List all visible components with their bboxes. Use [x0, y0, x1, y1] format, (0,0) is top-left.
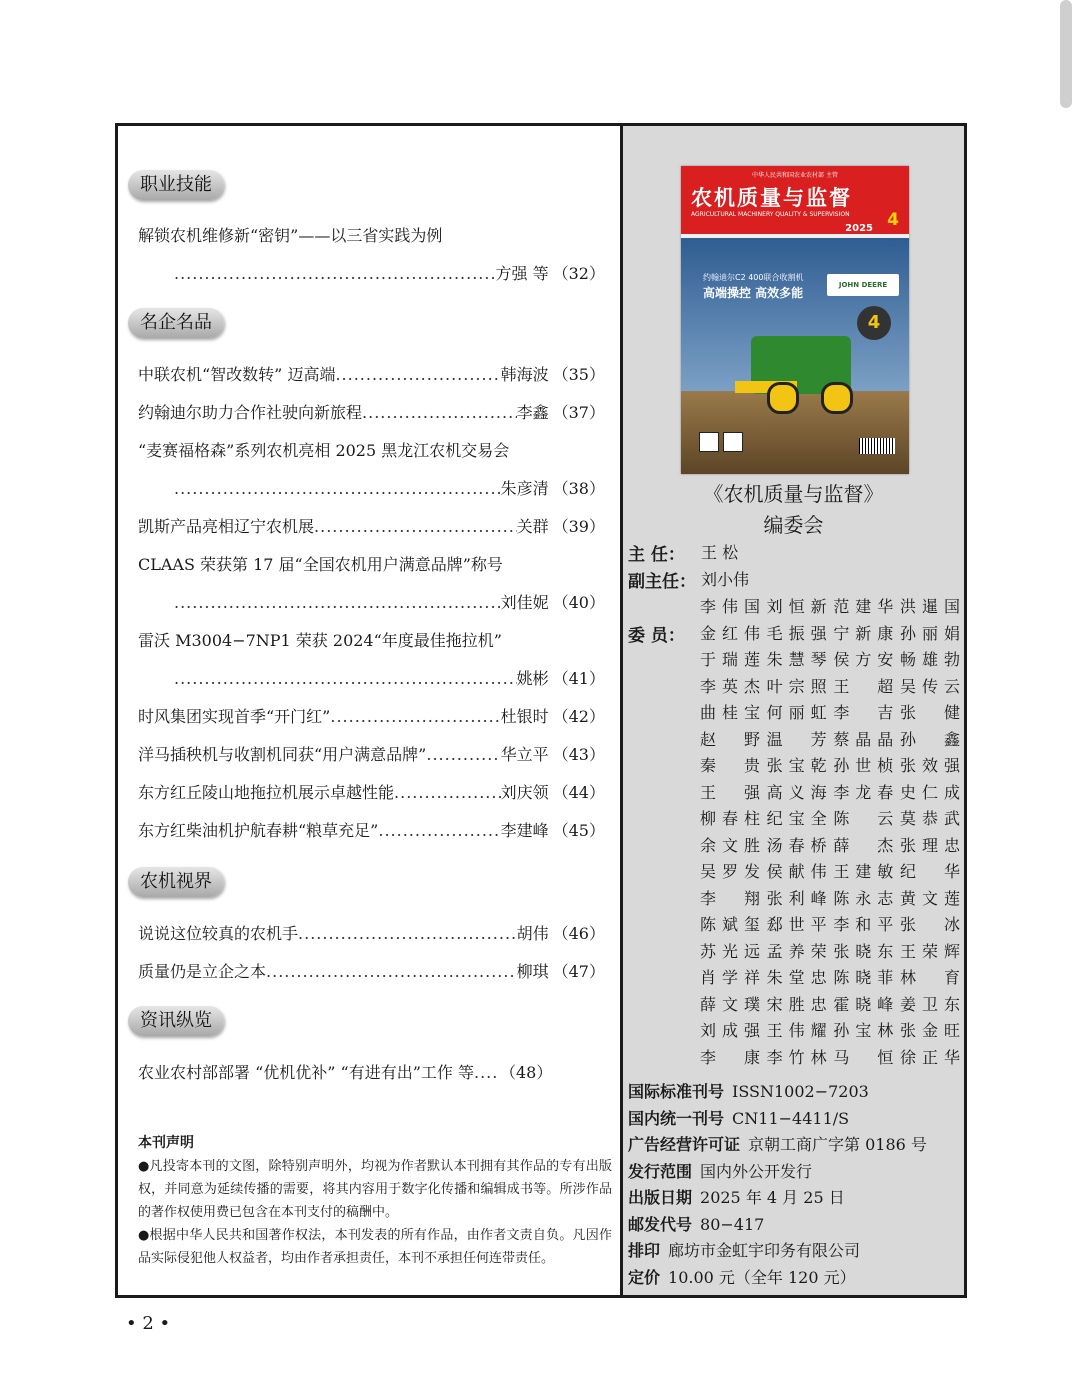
- deputy-label: 副主任：: [628, 572, 696, 592]
- member-name: 宋胜忠: [766, 994, 827, 1014]
- toc-author: 朱彦清: [500, 479, 549, 498]
- pubinfo-label: 国际标准刊号: [628, 1082, 725, 1101]
- leader-dots: [174, 590, 501, 616]
- toc-author: 李建峰: [500, 821, 549, 840]
- toc-title: 东方红柴油机护航春耕“粮草充足”: [138, 821, 379, 840]
- toc-entry[interactable]: [138, 818, 605, 844]
- member-name: 张宝乾: [766, 756, 827, 775]
- toc-author: 关群: [516, 517, 549, 536]
- qr-code-icon: [699, 432, 719, 452]
- toc-title: 洋马插秧机与收割机同获“用户满意品牌”: [138, 745, 427, 764]
- toc-page: （45）: [552, 821, 605, 840]
- pubinfo-row: [628, 1265, 856, 1288]
- toc-author: 刘佳妮: [500, 593, 549, 612]
- journal-statement: [138, 1132, 612, 1270]
- cover-banner: [681, 166, 909, 238]
- member-name: 陈永志: [833, 888, 894, 908]
- member-row: [700, 621, 960, 644]
- member-name: 范建华: [833, 597, 894, 616]
- member-name: 肖学祥: [700, 968, 760, 987]
- toc-page: （38）: [552, 479, 605, 498]
- toc-entry[interactable]: [138, 362, 605, 388]
- member-name: 李竹林: [766, 1047, 827, 1067]
- pubinfo-value: 廊坊市金虹宇印务有限公司: [668, 1241, 861, 1260]
- cover-headline: 高端操控 高效多能: [703, 286, 804, 300]
- toc-author: 华立平: [500, 745, 549, 764]
- member-name: 史仁成: [899, 782, 960, 802]
- member-row: [700, 833, 960, 856]
- cover-headline-small: 约翰迪尔C2 400联合收割机: [703, 273, 804, 282]
- member-name: 孟养荣: [766, 941, 827, 961]
- member-row: [700, 1045, 960, 1068]
- statement-paragraph: ●根据中华人民共和国著作权法，本刊发表的所有作品，由作者文责自负。凡因作品实际侵犯他人权益者，均由作者承担责任，本刊不承担任何连带责任。: [138, 1228, 612, 1266]
- member-name: 侯献伟: [766, 862, 827, 881]
- cover-title: 农机质量与监督: [691, 186, 852, 210]
- member-row: [700, 1018, 960, 1041]
- toc-title: CLAAS 荣获第 17 届“全国农机用户满意品牌”称号: [138, 555, 503, 574]
- leader-dots: [394, 780, 501, 806]
- cover-badge: 4: [857, 306, 891, 340]
- member-name: 朱堂忠: [766, 968, 827, 987]
- toc-title: “麦赛福格森”系列农机亮相 2025 黑龙江农机交易会: [138, 441, 510, 460]
- member-name: 侯方安: [833, 650, 894, 669]
- member-name: 纪 华: [899, 862, 960, 881]
- magazine-cover-image[interactable]: [681, 166, 909, 474]
- member-name: 高义海: [766, 782, 827, 802]
- toc-page: （46）: [552, 924, 605, 943]
- pubinfo-value: ISSN1002−7203: [732, 1082, 869, 1101]
- pubinfo-label: 出版日期: [628, 1188, 693, 1207]
- toc-entry[interactable]: [174, 476, 605, 502]
- toc-entry[interactable]: [138, 704, 605, 730]
- pubinfo-value: 国内外公开发行: [700, 1161, 813, 1181]
- member-name: 陈 云: [833, 809, 894, 828]
- member-name: 薛文璞: [700, 994, 760, 1014]
- member-name: 于瑞莲: [700, 650, 760, 669]
- member-name: 宁新康: [833, 623, 894, 643]
- cover-subtitle: AGRICULTURAL MACHINERY QUALITY & SUPERVISION: [691, 211, 850, 218]
- masthead-panel: [623, 126, 964, 1295]
- toc-title: 约翰迪尔助力合作社驶向新旅程: [138, 403, 363, 422]
- member-name: 张 冰: [899, 915, 960, 934]
- member-name: 苏光远: [700, 941, 760, 961]
- pubinfo-label: 定价: [628, 1267, 661, 1287]
- leader-dots: [330, 704, 500, 730]
- toc-title: 解锁农机维修新“密钥”——以三省实践为例: [138, 226, 443, 245]
- toc-page: （44）: [552, 783, 605, 802]
- member-name: 汤春桥: [766, 835, 827, 855]
- member-row: [700, 647, 960, 670]
- member-name: 刘恒新: [766, 597, 827, 616]
- director-label: 主 任：: [628, 545, 685, 565]
- toc-title: 东方红丘陵山地拖拉机展示卓越性能: [138, 783, 395, 802]
- member-row: [700, 886, 960, 909]
- member-name: 温 芳: [766, 729, 827, 749]
- toc-author: 方强 等: [495, 264, 549, 283]
- member-name: 林 育: [899, 968, 960, 987]
- member-row: [700, 753, 960, 776]
- member-name: 孙 鑫: [899, 729, 960, 749]
- member-row: [700, 912, 960, 935]
- toc-entry[interactable]: [138, 742, 605, 768]
- member-name: 金红伟: [700, 623, 760, 643]
- member-name: 黄文莲: [899, 888, 960, 908]
- member-row: [700, 780, 960, 803]
- member-name: 叶宗照: [766, 676, 827, 696]
- john-deere-logo: JOHN DEERE: [827, 274, 899, 296]
- member-name: 张利峰: [766, 888, 827, 908]
- toc-page: （35）: [552, 365, 605, 384]
- toc-entry[interactable]: [174, 261, 605, 287]
- member-name: 姜卫东: [899, 994, 960, 1014]
- toc-entry[interactable]: [174, 590, 605, 616]
- toc-page: （43）: [552, 745, 605, 764]
- board-subtitle: 编委会: [763, 513, 824, 537]
- toc-title: 雷沃 M3004−7NP1 荣获 2024“年度最佳拖拉机”: [138, 631, 502, 650]
- member-name: 陈斌玺: [700, 915, 760, 934]
- member-name: 蔡晶晶: [833, 729, 894, 749]
- member-name: 吴传云: [899, 676, 960, 696]
- member-name: 孙宝林: [833, 1021, 894, 1040]
- barcode-icon: [859, 438, 895, 454]
- director-name: 王 松: [701, 543, 739, 562]
- pubinfo-label: 邮发代号: [628, 1214, 693, 1234]
- toc-page: （39）: [552, 517, 605, 536]
- pubinfo-row: [628, 1132, 927, 1155]
- member-name: 柳春柱: [700, 809, 760, 828]
- member-name: 霍晓峰: [833, 994, 894, 1014]
- toc-title: 说说这位较真的农机手: [138, 924, 299, 943]
- member-row: [700, 727, 960, 750]
- member-name: 李英杰: [700, 676, 760, 696]
- leader-dots: [426, 742, 500, 768]
- member-name: 李 康: [700, 1047, 760, 1067]
- toc-page: （47）: [552, 962, 605, 981]
- toc-entry[interactable]: [138, 223, 605, 249]
- section-header-vocational-skills: 职业技能: [128, 170, 224, 200]
- member-name: 朱慧琴: [766, 650, 827, 669]
- toc-page: （40）: [552, 593, 605, 612]
- toc-author: 姚彬: [516, 669, 549, 688]
- toc-title: 质量仍是立企之本: [138, 962, 267, 981]
- toc-title: 凯斯产品亮相辽宁农机展: [138, 517, 315, 536]
- member-name: 王建敏: [833, 862, 894, 881]
- member-name: 秦 贵: [700, 756, 760, 775]
- member-name: 李伟国: [700, 597, 760, 616]
- member-name: 薛 杰: [833, 835, 894, 855]
- leader-dots: [362, 400, 517, 426]
- toc-entry[interactable]: [138, 514, 605, 540]
- toc-page: （37）: [552, 403, 605, 422]
- member-name: 洪暹国: [899, 597, 960, 616]
- leader-dots: [174, 261, 496, 287]
- toc-entry[interactable]: [138, 552, 605, 578]
- toc-entry[interactable]: [138, 921, 605, 947]
- section-header-famous-brands: 名企名品: [128, 308, 224, 338]
- toc-entry[interactable]: [138, 438, 605, 464]
- toc-title: 农业农村部部署 “优机优补” “有进有出”工作 等: [138, 1063, 474, 1082]
- member-name: 张 健: [899, 703, 960, 722]
- member-name: 张理忠: [899, 835, 960, 855]
- wheel-illustration: [821, 382, 853, 414]
- member-row: [700, 939, 960, 962]
- qr-code-icon: [723, 432, 743, 452]
- toc-entry[interactable]: [138, 400, 605, 426]
- member-name: 张效强: [899, 756, 960, 775]
- toc-entry[interactable]: [174, 666, 605, 692]
- member-name: 孙丽娟: [899, 623, 960, 643]
- toc-author: 李鑫: [516, 403, 549, 422]
- toc-title: 时风集团实现首季“开门红”: [138, 707, 331, 726]
- toc-author: 杜银时: [500, 707, 549, 726]
- leader-dots: [174, 666, 517, 692]
- wheel-illustration: [767, 382, 799, 414]
- member-name: 吴罗发: [700, 862, 760, 881]
- toc-author: 柳琪: [516, 962, 549, 981]
- member-name: 张金旺: [899, 1021, 960, 1040]
- pubinfo-label: 排印: [628, 1241, 661, 1260]
- member-name: 王伟耀: [766, 1021, 827, 1040]
- member-name: 莫恭武: [899, 809, 960, 828]
- pubinfo-label: 国内统一刊号: [628, 1108, 725, 1128]
- member-name: 何丽虹: [766, 703, 827, 722]
- toc-author: 胡伟: [516, 924, 549, 943]
- section-header-news-overview: 资讯纵览: [128, 1006, 224, 1036]
- leader-dots: [314, 514, 517, 540]
- table-of-contents: [118, 126, 623, 1295]
- member-name: 李和平: [833, 915, 894, 934]
- member-name: 李 翔: [700, 888, 760, 908]
- member-name: 陈晓菲: [833, 968, 894, 987]
- member-name: 王荣辉: [899, 941, 960, 961]
- member-row: [700, 700, 960, 723]
- pubinfo-value: 2025 年 4 月 25 日: [700, 1188, 845, 1207]
- member-name: 张晓东: [833, 941, 894, 961]
- member-name: 纪宝全: [766, 809, 827, 828]
- page-number: • 2 •: [126, 1313, 171, 1334]
- toc-page: （32）: [552, 264, 605, 283]
- member-row: [700, 992, 960, 1015]
- pubinfo-row: [628, 1159, 812, 1182]
- member-row: [700, 806, 960, 829]
- toc-author: 刘庆领: [500, 783, 549, 802]
- toc-entry[interactable]: [138, 628, 605, 654]
- toc-title: 中联农机“智改数转” 迈高端: [138, 365, 336, 384]
- deputy-name: 刘小伟: [701, 570, 750, 589]
- toc-page: （42）: [552, 707, 605, 726]
- member-row: [700, 965, 960, 988]
- toc-author: 韩海波: [500, 365, 549, 384]
- leader-dots: [335, 362, 500, 388]
- member-name: 畅雄勃: [899, 650, 960, 669]
- toc-page: （41）: [552, 669, 605, 688]
- toc-entry[interactable]: [138, 959, 605, 985]
- member-name: 李 吉: [833, 703, 894, 722]
- pubinfo-value: 80−417: [700, 1214, 765, 1234]
- leader-dots: [266, 959, 517, 985]
- pubinfo-row: [628, 1238, 860, 1261]
- section-header-farm-vision: 农机视界: [128, 867, 224, 897]
- leader-dots: [474, 1060, 496, 1086]
- pubinfo-value: CN11−4411/S: [732, 1108, 850, 1128]
- pubinfo-row: [628, 1079, 869, 1102]
- member-name: 郄世平: [766, 915, 827, 934]
- member-name: 曲桂宝: [700, 703, 760, 722]
- cover-issue: 4: [887, 210, 899, 230]
- pubinfo-value: 10.00 元（全年 120 元）: [668, 1267, 856, 1287]
- member-name: 余文胜: [700, 835, 760, 855]
- toc-page: （48）: [499, 1063, 553, 1082]
- leader-dots: [378, 818, 500, 844]
- member-name: 赵 野: [700, 729, 760, 749]
- member-row: [700, 594, 960, 617]
- member-name: 刘成强: [700, 1021, 760, 1040]
- window-scrollbar[interactable]: [1060, 0, 1072, 108]
- members-label: 委 员：: [628, 626, 685, 646]
- statement-heading: 本刊声明: [138, 1135, 194, 1151]
- leader-dots: [298, 921, 517, 947]
- toc-entry[interactable]: [138, 780, 605, 806]
- pubinfo-label: 广告经营许可证: [628, 1135, 741, 1154]
- cover-year: 2025: [845, 223, 873, 234]
- member-row: [700, 674, 960, 697]
- member-name: 毛振强: [766, 623, 827, 643]
- pubinfo-label: 发行范围: [628, 1161, 693, 1181]
- member-name: 王 强: [700, 782, 760, 802]
- page-frame: [115, 123, 967, 1298]
- statement-paragraph: ●凡投寄本刊的文图，除特别声明外，均视为作者默认本刊拥有其作品的专有出版权，并同意为延续传播的需要，将其内容用于数字化传播和编辑成书等。所涉作品的著作权使用费已包含在本刊支付的稿酬中。: [138, 1159, 612, 1220]
- board-title: 《农机质量与监督》: [703, 482, 884, 506]
- pubinfo-row: [628, 1212, 764, 1235]
- leader-dots: [174, 476, 501, 502]
- pubinfo-row: [628, 1185, 845, 1208]
- toc-entry[interactable]: [138, 1060, 605, 1086]
- member-name: 徐正华: [899, 1047, 960, 1067]
- member-name: 孙世桢: [833, 756, 894, 775]
- pubinfo-row: [628, 1106, 849, 1129]
- pubinfo-value: 京朝工商广字第 0186 号: [748, 1135, 927, 1154]
- member-name: 王 超: [833, 676, 894, 696]
- member-row: [700, 859, 960, 882]
- member-name: 马 恒: [833, 1047, 894, 1067]
- cover-supervisor: 中华人民共和国农业农村部 主管: [752, 172, 838, 179]
- member-name: 李龙春: [833, 782, 894, 802]
